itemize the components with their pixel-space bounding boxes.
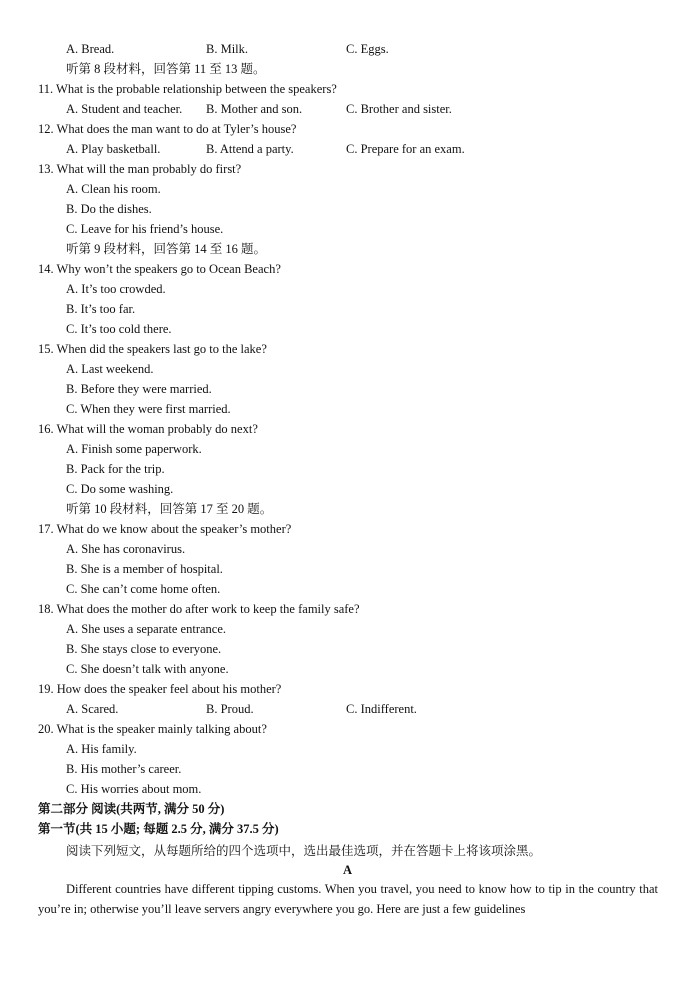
- q17-stem: 17. What do we know about the speaker’s mother?: [38, 522, 292, 536]
- q10-option-c: C. Eggs.: [346, 42, 389, 56]
- q19-option-b: B. Proud.: [206, 702, 254, 716]
- q16-option-b: B. Pack for the trip.: [66, 462, 165, 476]
- q16-stem: 16. What will the woman probably do next?: [38, 422, 258, 436]
- q15-option-c: C. When they were first married.: [66, 402, 231, 416]
- section-instruction-10: 听第 10 段材料，回答第 17 至 20 题。: [66, 502, 273, 516]
- q18-option-b: B. She stays close to everyone.: [66, 642, 222, 656]
- q20-stem: 20. What is the speaker mainly talking about?: [38, 722, 267, 736]
- q20-option-c: C. His worries about mom.: [66, 782, 202, 796]
- section-one-heading: 第一节(共 15 小题; 每题 2.5 分, 满分 37.5 分): [38, 822, 279, 836]
- q14-option-a: A. It’s too crowded.: [66, 282, 166, 296]
- q12-option-b: B. Attend a party.: [206, 142, 294, 156]
- q15-option-b: B. Before they were married.: [66, 382, 212, 396]
- q14-option-c: C. It’s too cold there.: [66, 322, 172, 336]
- q19-stem: 19. How does the speaker feel about his mother?: [38, 682, 282, 696]
- q15-option-a: A. Last weekend.: [66, 362, 154, 376]
- q17-option-c: C. She can’t come home often.: [66, 582, 221, 596]
- passage-label: A: [342, 863, 353, 877]
- passage-paragraph: Different countries have different tipping customs. When you travel, you need to know how to tip in the country that you’re in; otherwise you’ll leave servers angry everywhere you go. Here are just a few guidelines: [38, 882, 658, 916]
- q19-option-a: A. Scared.: [66, 702, 119, 716]
- q11-stem: 11. What is the probable relationship between the speakers?: [38, 82, 337, 96]
- section-instruction-9: 听第 9 段材料，回答第 14 至 16 题。: [66, 242, 267, 256]
- q13-option-c: C. Leave for his friend’s house.: [66, 222, 224, 236]
- q11-option-b: B. Mother and son.: [206, 102, 303, 116]
- q13-stem: 13. What will the man probably do first?: [38, 162, 242, 176]
- q12-option-c: C. Prepare for an exam.: [346, 142, 465, 156]
- q16-option-c: C. Do some washing.: [66, 482, 174, 496]
- q18-option-c: C. She doesn’t talk with anyone.: [66, 662, 229, 676]
- q20-option-b: B. His mother’s career.: [66, 762, 182, 776]
- q15-stem: 15. When did the speakers last go to the lake?: [38, 342, 267, 356]
- part-two-heading: 第二部分 阅读(共两节, 满分 50 分): [38, 802, 225, 816]
- q19-option-c: C. Indifferent.: [346, 702, 417, 716]
- q18-option-a: A. She uses a separate entrance.: [66, 622, 226, 636]
- reading-instruction: 阅读下列短文，从每题所给的四个选项中，选出最佳选项，并在答题卡上将该项涂黑。: [66, 844, 542, 858]
- q18-stem: 18. What does the mother do after work to keep the family safe?: [38, 602, 360, 616]
- q17-option-a: A. She has coronavirus.: [66, 542, 186, 556]
- q14-option-b: B. It’s too far.: [66, 302, 136, 316]
- section-instruction-8: 听第 8 段材料，回答第 11 至 13 题。: [66, 62, 266, 76]
- q12-stem: 12. What does the man want to do at Tyler’s house?: [38, 122, 297, 136]
- q14-stem: 14. Why won’t the speakers go to Ocean Beach?: [38, 262, 281, 276]
- q11-option-a: A. Student and teacher.: [66, 102, 183, 116]
- q10-option-a: A. Bread.: [66, 42, 115, 56]
- q20-option-a: A. His family.: [66, 742, 137, 756]
- q13-option-b: B. Do the dishes.: [66, 202, 152, 216]
- q12-option-a: A. Play basketball.: [66, 142, 161, 156]
- q13-option-a: A. Clean his room.: [66, 182, 161, 196]
- q11-option-c: C. Brother and sister.: [346, 102, 452, 116]
- q10-option-b: B. Milk.: [206, 42, 249, 56]
- q17-option-b: B. She is a member of hospital.: [66, 562, 223, 576]
- q16-option-a: A. Finish some paperwork.: [66, 442, 202, 456]
